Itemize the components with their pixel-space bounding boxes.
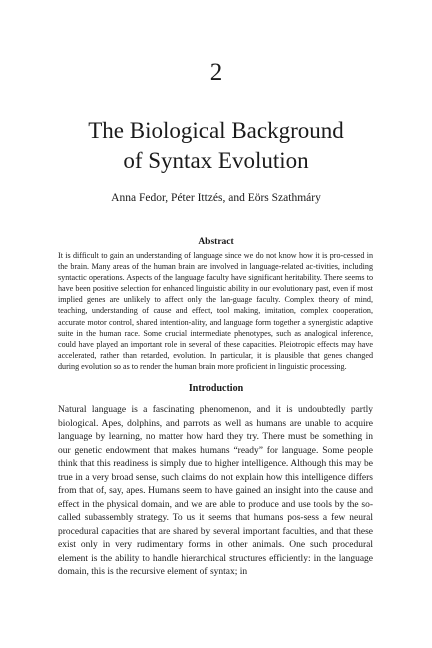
chapter-title [40, 116, 392, 176]
chapter-title-line-1: The Biological Background [88, 118, 344, 143]
chapter-number: 2 [209, 59, 223, 86]
introduction-heading: Introduction [188, 383, 244, 394]
chapter-authors: Anna Fedor, Péter Ittzés, and Eörs Szathmáry [111, 192, 321, 204]
introduction-body [58, 404, 373, 580]
chapter-title-line-2: of Syntax Evolution [123, 148, 309, 173]
introduction-paragraph: Natural language is a fascinating phenomenon, and it is undoubtedly partly biological. Apes, dolphins, and parrots as well as humans are unable to acquire language by learning, no matter how hard they try. There must be something in our genetic endowment that makes humans “ready” for language. Some people think that this readiness is simply due to higher intelligence. Although this may be true in a very broad sense, such claims do not explain how this intelligence differs from that of, say, apes. Humans seem to have gained an insight into the cause and effect in the physical domain, and we are able to produce and use tools by the so-called subassembly strategy. To us it seems that humans pos-sess a few neural procedural capacities that are shared by several important faculties, and that these exist only in very rudimentary forms in other animals. One such procedural element is the ability to handle hierarchical structures efficiently: in the language domain, this is the recursive element of syntax; in [58, 405, 373, 577]
abstract-body [58, 250, 373, 372]
abstract-heading: Abstract [198, 237, 234, 247]
abstract-paragraph: It is difficult to gain an understanding of language since we do not know how it is pro-cessed in the brain. Many areas of the human brain are involved in language-related ac-tivities, including syntactic operations. Aspects of the language faculty have significant heritability. There seems to have been positive selection for enhanced linguistic ability in our evolutionary past, even if most implied genes are unlikely to affect only the lan-guage faculty. Complex theory of mind, teaching, understanding of cause and effect, tool making, imitation, complex cooperation, accurate motor control, shared intention-ality, and language form together a synergistic adaptive suite in the human race. Some crucial intermediate phenotypes, such as analogical inference, could have played an important role in several of these capacities. Pleiotropic effects may have accelerated, rather than retarded, evolution. In particular, it is plausible that genes changed during evolution so as to render the human brain more proficient in linguistic processing. [58, 251, 373, 371]
